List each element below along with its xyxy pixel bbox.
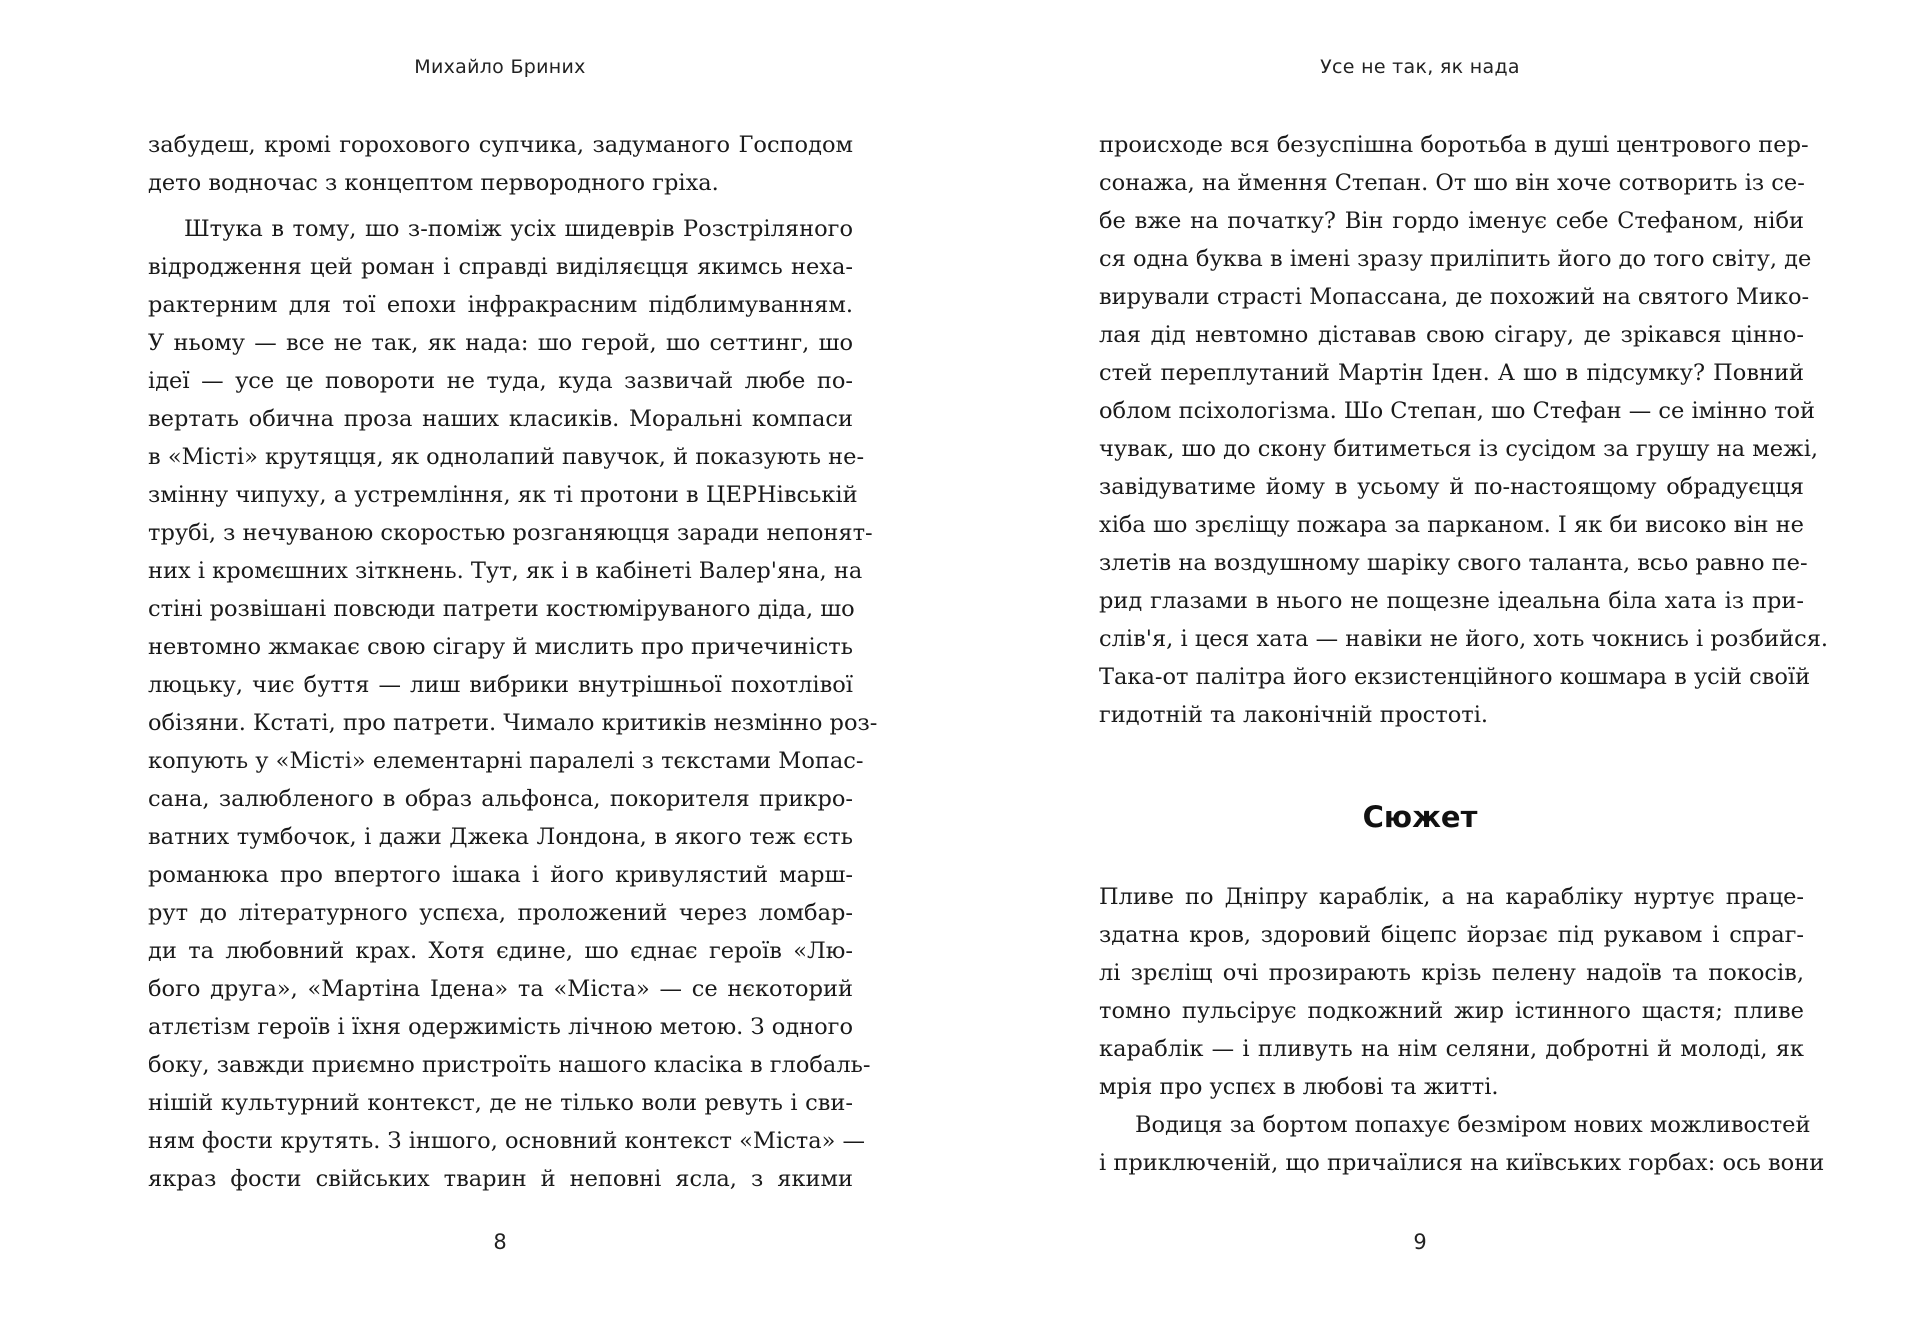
text-line: Водиця за бортом попахує безміром нових можливостей (1135, 1112, 1811, 1138)
text-line: Така-от палітра його екзистенційного кошмара в усій своїй (1099, 664, 1811, 690)
text-line: рактерним для тої епохи інфракрасним підблимуванням. (148, 292, 853, 318)
text-line: злетів на воздушному шаріку свого таланта, всьо равно пе- (1099, 550, 1808, 576)
text-line: і приключеній, що причаїлися на київських горбах: ось вони (1099, 1150, 1825, 1176)
text-line: нішій культурний контекст, де не тілько воли ревуть і сви- (148, 1090, 853, 1116)
text-line: сана, залюбленого в образ альфонса, покорителя прикро- (148, 786, 853, 812)
text-line: романюка про впертого ішака і його кривулястий марш- (148, 862, 853, 888)
running-head-author: Михайло Бриних (414, 56, 586, 78)
text-line: вертать обична проза наших класиків. Моральні компаси (148, 406, 853, 432)
text-line: люцьку, чиє буття — лиш вибрики внутрішньої похотлівої (148, 672, 853, 698)
text-line: ням фости крутять. З іншого, основний контекст «Міста» — (148, 1128, 866, 1154)
text-line: лая дід невтомно діставав свою сігару, де зрікався цінно- (1099, 322, 1804, 348)
text-line: дето водночас з концептом первородного гріха. (148, 170, 719, 196)
right-body-text (1099, 126, 1829, 734)
text-line: хіба шо зрєліщу пожара за парканом. І як би високо він не (1099, 512, 1804, 538)
text-line: лі зрєліщ очі прозирають крізь пелену надоїв та покосів, (1099, 960, 1804, 986)
text-line: рид глазами в нього не пощезне ідеальна біла хата із при- (1099, 588, 1804, 614)
text-line: ідеї — усе це повороти не туда, куда зазвичай любе по- (148, 368, 853, 394)
text-line: боку, завжди приємно пристроїть нашого класіка в глобаль- (148, 1052, 871, 1078)
text-line: мрія про успєх в любові та житті. (1099, 1074, 1499, 1100)
text-line: трубі, з нечуваною скоростью розганяюцця заради непонят- (148, 520, 873, 546)
text-line: караблік — і пливуть на нім селяни, добротні й молоді, як (1099, 1036, 1804, 1062)
text-line: гидотній та лаконічній простоті. (1099, 702, 1489, 728)
text-line: происходе вся безуспішна боротьба в душі центрового пер- (1099, 132, 1809, 158)
text-line: вирували страсті Мопассана, де похожий на святого Мико- (1099, 284, 1810, 310)
left-body-text (148, 126, 878, 1198)
text-line: бого друга», «Мартіна Ідена» та «Міста» — се нєкоторий (148, 976, 853, 1002)
text-line: стіні розвішані повсюди патрети костюміруваного діда, шо (148, 596, 855, 622)
text-line: обізяни. Кстаті, про патрети. Чимало критиків незмінно роз- (148, 710, 878, 736)
text-line: здатна кров, здоровий біцепс йорзає під рукавом і спраг- (1099, 922, 1804, 948)
text-line: томно пульсірує подкожний жир істинного щастя; пливе (1099, 998, 1804, 1024)
text-line: Пливе по Дніпру караблік, а на караблікy нуртує праце- (1099, 884, 1804, 910)
text-line: них і кромєшних зіткнень. Тут, як і в кабінеті Валер'яна, на (148, 558, 863, 584)
text-line: атлєтізм героїв і їхня одержимість лічною метою. З одного (148, 1014, 853, 1040)
text-line: слів'я, і цеся хата — навіки не його, хоть чокнись і розбийся. (1099, 626, 1829, 652)
running-head-title: Усе не так, як нада (1320, 56, 1520, 78)
text-line: якраз фости свійських тварин й неповні ясла, з якими (148, 1166, 853, 1192)
text-line: завідуватиме йому в усьому й по-настоящому обрадуєцця (1099, 474, 1804, 500)
text-line: Штука в тому, шо з-поміж усіх шидеврів Розстріляного (184, 216, 853, 242)
right-body-text-lower (1099, 878, 1825, 1182)
text-line: облом псіхологізма. Шо Степан, шо Стефан — се імінно той (1099, 398, 1816, 424)
section-heading: Сюжет (1362, 800, 1478, 834)
text-line: невтомно жмакає свою сігару й мислить про причечиність (148, 634, 853, 660)
text-line: ди та любовний крах. Хотя єдине, шо єднає героїв «Лю- (148, 938, 853, 964)
text-line: відродження цей роман і справді виділяєцця якимсь неха- (148, 254, 853, 280)
page-number: 9 (1413, 1230, 1427, 1254)
text-line: змінну чипуху, а устремління, як ті протони в ЦЕРНівській (148, 482, 858, 508)
text-line: чувак, шо до скону битиметься із сусідом за грушу на межі, (1099, 436, 1819, 462)
text-line: сонажа, на ймення Степан. От шо він хоче сотворить із се- (1099, 170, 1805, 196)
text-line: копують у «Місті» елементарні паралелі з тєкстами Мопас- (148, 748, 864, 774)
text-line: рут до літературного успєха, проложений через ломбар- (148, 900, 853, 926)
right-page (960, 0, 1920, 1324)
text-line: ватних тумбочок, і дажи Джека Лондона, в якого теж єсть (148, 824, 853, 850)
text-line: У ньому — все не так, як нада: шо герой, шо сеттинг, шо (148, 330, 853, 356)
text-line: ся одна буква в імені зразу приліпить його до того світу, де (1099, 246, 1812, 272)
text-line: в «Місті» крутяцця, як однолапий павучок, й показують не- (148, 444, 865, 470)
text-line: забудеш, кромі горохового супчика, задуманого Господом (148, 132, 853, 158)
text-line: стей переплутаний Мартін Іден. А шо в підсумку? Повний (1099, 360, 1804, 386)
page-number: 8 (493, 1230, 507, 1254)
text-line: бе вже на початку? Він гордо іменує себе Стефаном, ніби (1099, 208, 1804, 234)
